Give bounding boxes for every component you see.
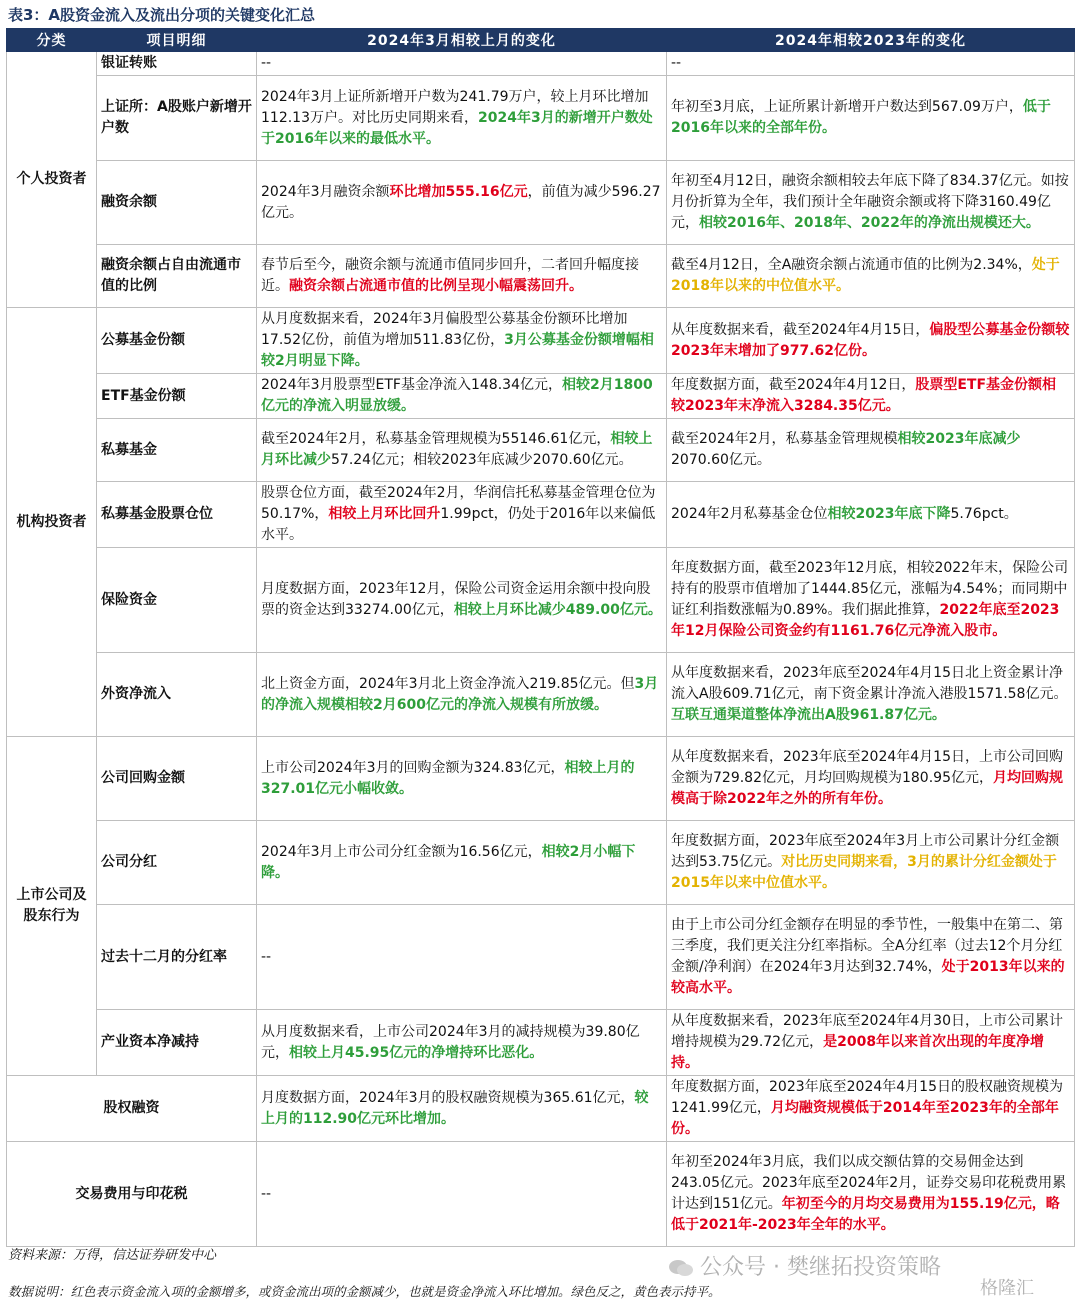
cell-text: 上市公司2024年3月的回购金额为324.83亿元，	[261, 759, 565, 776]
table-row	[7, 1142, 1075, 1247]
source-note: 资料来源：万得，信达证券研发中心	[8, 1248, 217, 1263]
monthly-cell	[257, 245, 667, 308]
green-highlight: 相较上月环比减少489.00亿元。	[453, 602, 662, 618]
monthly-cell: --	[257, 1142, 667, 1247]
yearly-cell	[667, 653, 1075, 737]
cell-text: 1.99pct，仍处于2016年以来偏低水平。	[261, 506, 656, 543]
green-highlight: 较上月的112.90亿元环比增加。	[261, 1089, 649, 1127]
yearly-cell	[667, 76, 1075, 161]
yearly-cell	[667, 905, 1075, 1010]
cell-text: 2024年3月股票型ETF基金净流入148.34亿元，	[261, 377, 562, 393]
cell-text: 年度数据方面，截至2024年4月12日，	[671, 377, 916, 393]
table-row	[7, 419, 1075, 482]
red-highlight: 股票型ETF基金份额相较2023年末净流入3284.35亿元。	[671, 377, 1057, 414]
item-label-trading-fees: 交易费用与印花税	[7, 1142, 257, 1247]
red-highlight: 偏股型公募基金份额较2023年末增加了977.62亿份。	[671, 321, 1070, 359]
item-label: 融资余额	[97, 161, 257, 245]
monthly-cell: --	[257, 52, 667, 76]
red-highlight: 融资余额占流通市值的比例呈现小幅震荡回升。	[289, 278, 583, 294]
cell-text: 截至4月12日，全A融资余额占流通市值的比例为2.34%，	[671, 257, 1032, 273]
cell-text: 从月度数据来看，上市公司2024年3月的减持规模为39.80亿元，	[261, 1023, 640, 1061]
cell-text: 年初至2024年3月底，我们以成交额估算的交易佣金达到243.05亿元。2023年底至2024年2月，证券交易印花税费用累计达到151亿元。	[671, 1154, 1067, 1212]
watermark-text: 公众号 · 樊继拓投资策略	[700, 1255, 941, 1280]
red-highlight: 处于2013年以来的较高水平。	[671, 959, 1065, 996]
cell-text: ，前值为减少596.27亿元。	[261, 183, 661, 221]
green-highlight: 相较2016年、2018年、2022年的净流出规模还大。	[699, 215, 1040, 231]
cell-text: 2024年3月上市公司分红金额为16.56亿元，	[261, 843, 542, 860]
item-label: 公司分红	[97, 821, 257, 905]
table-row	[7, 1076, 1075, 1142]
green-highlight: 相较上月45.95亿元的净增持环比恶化。	[289, 1044, 544, 1061]
cell-text: 月度数据方面，2023年12月，保险公司资金运用余额中投向股票的资金达到33274.00亿元，	[261, 581, 651, 618]
brand-watermark: 格隆汇	[980, 1278, 1034, 1299]
yearly-cell	[667, 1076, 1075, 1142]
cell-text: 由于上市公司分红金额存在明显的季节性，一般集中在第二、第三季度，我们更关注分红率指标。全A分红率（过去12个月分红金额/净利润）在2024年3月达到32.74%，	[671, 917, 1063, 975]
header-row	[7, 29, 1075, 52]
green-highlight: 3月公募基金份额增幅相较2月明显下降。	[261, 332, 654, 369]
table-row	[7, 161, 1075, 245]
monthly-cell	[257, 1010, 667, 1076]
table-title: 表3：A股资金流入及流出分项的关键变化汇总	[8, 6, 316, 24]
yellow-highlight: 处于2018年以来的中位值水平。	[671, 257, 1060, 294]
monthly-cell	[257, 1076, 667, 1142]
red-highlight: 是2008年以来首次出现的年度净增持。	[671, 1034, 1045, 1071]
table-row	[7, 548, 1075, 653]
monthly-cell	[257, 419, 667, 482]
table-row	[7, 482, 1075, 548]
cell-text: 2024年3月上证所新增开户数为241.79万户，较上月环比增加112.13万户。对比历史同期来看，	[261, 88, 649, 126]
green-highlight: 相较2023年底减少	[897, 431, 1021, 447]
cell-text: 2070.60亿元。	[671, 452, 771, 468]
table-row	[7, 737, 1075, 821]
item-label: 上证所：A股账户新增开户数	[97, 76, 257, 161]
header-yearly-change: 2024年相较2023年的变化	[667, 29, 1075, 52]
monthly-cell: --	[257, 905, 667, 1010]
red-highlight: 相较上月环比回升	[328, 506, 441, 522]
cell-text: 5.76pct。	[950, 506, 1018, 522]
monthly-cell	[257, 737, 667, 821]
cell-text: 2024年3月融资余额	[261, 183, 390, 200]
item-label: 产业资本净减持	[97, 1010, 257, 1076]
yearly-cell	[667, 737, 1075, 821]
item-label: 私募基金股票仓位	[97, 482, 257, 548]
cell-text: 从月度数据来看，2024年3月偏股型公募基金份额环比增加17.52亿份，前值为增加511.83亿份，	[261, 311, 628, 348]
cell-text: 年初至3月底，上证所累计新增开户数达到567.09万户，	[671, 99, 1023, 115]
cell-text: 股票仓位方面，截至2024年2月，华润信托私募基金管理仓位为50.17%，	[261, 485, 656, 522]
yearly-cell	[667, 1142, 1075, 1247]
green-highlight: 3月的净流入规模相较2月600亿元的净流入规模有所放缓。	[261, 675, 659, 713]
red-highlight: 环比增加555.16亿元	[389, 183, 528, 200]
header-category: 分类	[7, 29, 97, 52]
item-label: 公司回购金额	[97, 737, 257, 821]
table-row	[7, 905, 1075, 1010]
item-label: 公募基金份额	[97, 308, 257, 374]
yearly-cell	[667, 821, 1075, 905]
item-label: 保险资金	[97, 548, 257, 653]
item-label-equity-financing: 股权融资	[7, 1076, 257, 1142]
cell-text: 截至2024年2月，私募基金管理规模为55146.61亿元，	[261, 431, 611, 447]
header-item: 项目明细	[97, 29, 257, 52]
monthly-cell	[257, 482, 667, 548]
category-listed: 上市公司及股东行为	[7, 737, 97, 1076]
yellow-highlight: 对比历史同期来看，3月的累计分红金额处于2015年以来中位值水平。	[671, 854, 1057, 891]
table-row	[7, 308, 1075, 374]
watermark	[668, 1250, 941, 1281]
item-label: 融资余额占自由流通市值的比例	[97, 245, 257, 308]
green-highlight: 相较上月的327.01亿元小幅收敛。	[261, 759, 635, 797]
item-label: 外资净流入	[97, 653, 257, 737]
yearly-cell	[667, 548, 1075, 653]
yearly-cell	[667, 161, 1075, 245]
table-row	[7, 1010, 1075, 1076]
yearly-cell	[667, 245, 1075, 308]
table-row	[7, 76, 1075, 161]
monthly-cell	[257, 161, 667, 245]
cell-text: 年初至4月12日，融资余额相较去年底下降了834.37亿元。如按月份折算为全年，我们预计全年融资余额或将下降3160.49亿元，	[671, 173, 1069, 231]
category-institution: 机构投资者	[7, 308, 97, 737]
category-individual: 个人投资者	[7, 52, 97, 308]
cell-text: 截至2024年2月，私募基金管理规模	[671, 431, 898, 447]
yearly-cell	[667, 374, 1075, 419]
yearly-cell	[667, 1010, 1075, 1076]
monthly-cell	[257, 653, 667, 737]
cell-text: 从年度数据来看，2023年底至2024年4月15日北上资金累计净流入A股609.71亿元，南下资金累计净流入港股1571.58亿元。	[671, 665, 1068, 702]
red-highlight: 年初至今的月均交易费用为155.19亿元，略低于2021年-2023年全年的水平。	[671, 1196, 1060, 1233]
header-monthly-change: 2024年3月相较上月的变化	[257, 29, 667, 52]
monthly-cell	[257, 548, 667, 653]
green-highlight: 相较上月环比减少	[261, 431, 653, 468]
cell-text: 年度数据方面，2023年底至2024年3月上市公司累计分红金额达到53.75亿元。	[671, 833, 1060, 870]
red-highlight: 月均融资规模低于2014年至2023年的全部年份。	[671, 1100, 1059, 1137]
table-row	[7, 653, 1075, 737]
cell-text: 从年度数据来看，2023年底至2024年4月15日，上市公司回购金额为729.82亿元，月均回购规模为180.95亿元，	[671, 749, 1063, 786]
monthly-cell	[257, 821, 667, 905]
table-row	[7, 374, 1075, 419]
table-row	[7, 245, 1075, 308]
summary-table	[6, 28, 1075, 1247]
monthly-cell	[257, 374, 667, 419]
item-label: ETF基金份额	[97, 374, 257, 419]
item-label: 私募基金	[97, 419, 257, 482]
green-highlight: 互联互通渠道整体净流出A股961.87亿元。	[671, 707, 946, 723]
green-highlight: 相较2023年底下降	[827, 506, 951, 522]
green-highlight: 相较2月1800亿元的净流入明显放缓。	[261, 377, 653, 414]
yearly-cell	[667, 308, 1075, 374]
cell-text: 57.24亿元；相较2023年底减少2070.60亿元。	[331, 452, 633, 468]
cell-text: 从年度数据来看，2023年底至2024年4月30日，上市公司累计增持规模为29.72亿元，	[671, 1013, 1063, 1050]
cell-text: 北上资金方面，2024年3月北上资金净流入219.85亿元。但	[261, 675, 635, 692]
table-row	[7, 821, 1075, 905]
monthly-cell	[257, 308, 667, 374]
data-note: 数据说明：红色表示资金流入项的金额增多，或资金流出项的金额减少，也就是资金净流入环比增加。绿色反之，黄色表示持平。	[8, 1284, 721, 1299]
yearly-cell	[667, 419, 1075, 482]
item-label: 过去十二月的分红率	[97, 905, 257, 1010]
cell-text: 2024年2月私募基金仓位	[671, 506, 828, 522]
yearly-cell: --	[667, 52, 1075, 76]
cell-text: 月度数据方面，2024年3月的股权融资规模为365.61亿元，	[261, 1089, 635, 1106]
cell-text: 年度数据方面，截至2023年12月底，相较2022年末，保险公司持有的股票市值增加了1444.85亿元，涨幅为4.54%；而同期中证红利指数涨幅为0.89%。我们据此推算，	[671, 560, 1069, 618]
wechat-icon	[668, 1258, 694, 1278]
red-highlight: 2022年底至2023年12月保险公司资金约有1161.76亿元净流入股市。	[671, 602, 1060, 639]
green-highlight: 2024年3月的新增开户数处于2016年以来的最低水平。	[261, 109, 653, 147]
monthly-cell	[257, 76, 667, 161]
cell-text: 年度数据方面，2023年底至2024年4月15日的股权融资规模为1241.99亿元，	[671, 1079, 1063, 1116]
cell-text: 从年度数据来看，截至2024年4月15日，	[671, 321, 930, 338]
green-highlight: 相较2月小幅下降。	[261, 843, 636, 881]
yearly-cell	[667, 482, 1075, 548]
red-highlight: 月均回购规模高于除2022年之外的所有年份。	[671, 770, 1063, 807]
table-row	[7, 52, 1075, 76]
item-label: 银证转账	[97, 52, 257, 76]
cell-text: 春节后至今，融资余额与流通市值同步回升，二者回升幅度接近。	[261, 257, 639, 294]
green-highlight: 低于2016年以来的全部年份。	[671, 99, 1051, 136]
